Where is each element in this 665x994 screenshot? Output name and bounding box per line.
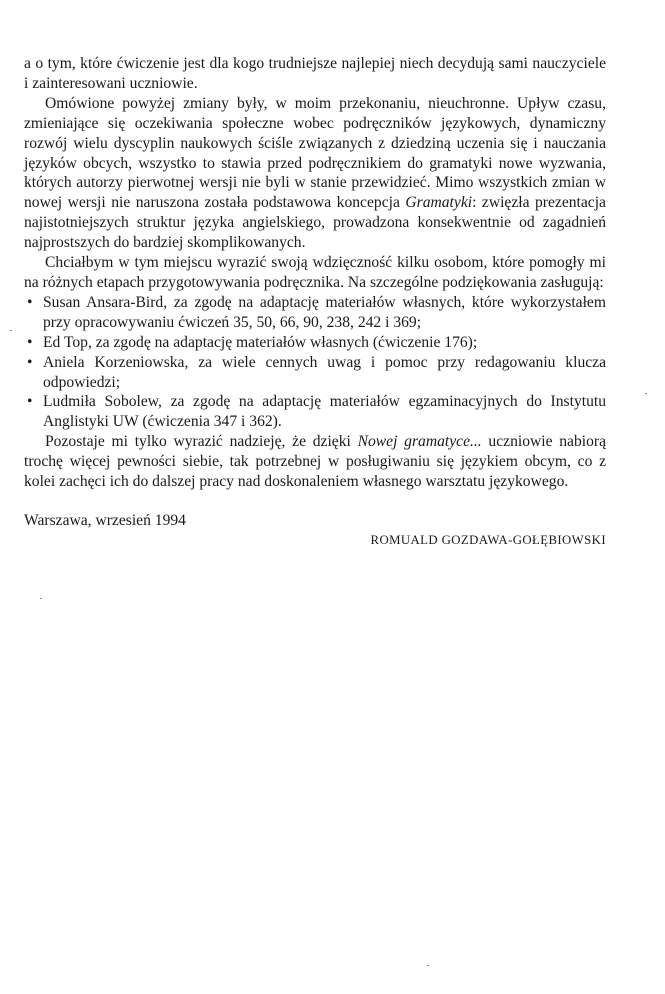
paragraph-text: a o tym, które ćwiczenie jest dla kogo trudniejsze najlepiej niech decydują sami nauczyciele i zainteresowani uczniowie. (24, 55, 606, 92)
body-paragraph (24, 94, 606, 253)
acknowledgements-list (24, 293, 606, 432)
list-item-text: Aniela Korzeniowska, za wiele cennych uwag i pomoc przy redagowaniu klucza odpowiedzi; (43, 353, 606, 391)
author-name: ROMUALD GOZDAWA-GOŁĘBIOWSKI (370, 532, 606, 547)
list-item (24, 293, 606, 333)
scan-speck (40, 598, 42, 599)
list-item (24, 392, 606, 432)
paragraph-text: Omówione powyżej zmiany były, w moim przekonaniu, nieuchronne. Upływ czasu, zmieniające się oczekiwania społeczne wobec podręczników językowych, dynamiczny rozwój wielu dyscyplin naukowych ściśle związanych z dziedziną uczenia się i nauczania języków obcych, wszystko to stawia przed podręcznikiem do gramatyki nowe wyzwania, których autorzy pierwotnej wersji nie byli w stanie przewidzieć. Mimo wszystkich zmian w nowej wersji nie naruszona została podstawowa koncepcja (24, 94, 606, 212)
closing-text-before: Pozostaje mi tylko wyrazić nadzieję, że dzięki (45, 433, 358, 451)
italic-title: Gramatyki (405, 194, 473, 212)
place-date: Warszawa, wrzesień 1994 (24, 511, 186, 529)
closing-paragraph (24, 432, 606, 492)
body-paragraph (24, 54, 606, 94)
list-item (24, 353, 606, 393)
list-item-text: Ludmiła Sobolew, za zgodę na adaptację materiałów egzaminacyjnych do Instytutu Anglistyki UW (ćwiczenia 347 i 362). (43, 393, 606, 431)
scan-speck (10, 330, 12, 331)
closing-italic-title: Nowej gramatyce... (357, 433, 482, 451)
body-paragraph (24, 253, 606, 293)
paragraph-text: Chciałbym w tym miejscu wyrazić swoją wdzięczność kilku osobom, które pomogły mi na różnych etapach przygotowywania podręcznika. Na szczególne podziękowania zasługują: (24, 254, 606, 291)
bullet-icon: • (27, 333, 33, 351)
list-item-text: Susan Ansara-Bird, za zgodę na adaptację materiałów własnych, które wykorzystałem przy opracowywaniu ćwiczeń 35, 50, 66, 90, 238, 242 i 369; (43, 293, 606, 331)
scan-speck (645, 393, 647, 394)
closing-text-after: uczniowie nabiorą trochę więcej pewności siebie, tak potrzebnej w posługiwaniu się językiem obcym, co z kolei zachęci ich do dalszej pracy nad doskonaleniem własnego warsztatu językowego. (24, 433, 607, 491)
document-page (24, 54, 606, 551)
scan-speck (427, 965, 429, 966)
body-paragraphs (24, 54, 606, 293)
signature-block (24, 511, 606, 551)
list-item-text: Ed Top, za zgodę na adaptację materiałów własnych (ćwiczenie 176); (43, 333, 478, 351)
bullet-icon: • (27, 353, 33, 371)
list-item (24, 333, 606, 353)
paragraph-text: : zwięzła prezentacja najistotniejszych struktur języka angielskiego, prowadzona konsekwentnie od zagadnień najprostszych do bardziej skomplikowanych. (24, 194, 606, 252)
bullet-icon: • (27, 293, 33, 311)
bullet-icon: • (27, 393, 33, 411)
